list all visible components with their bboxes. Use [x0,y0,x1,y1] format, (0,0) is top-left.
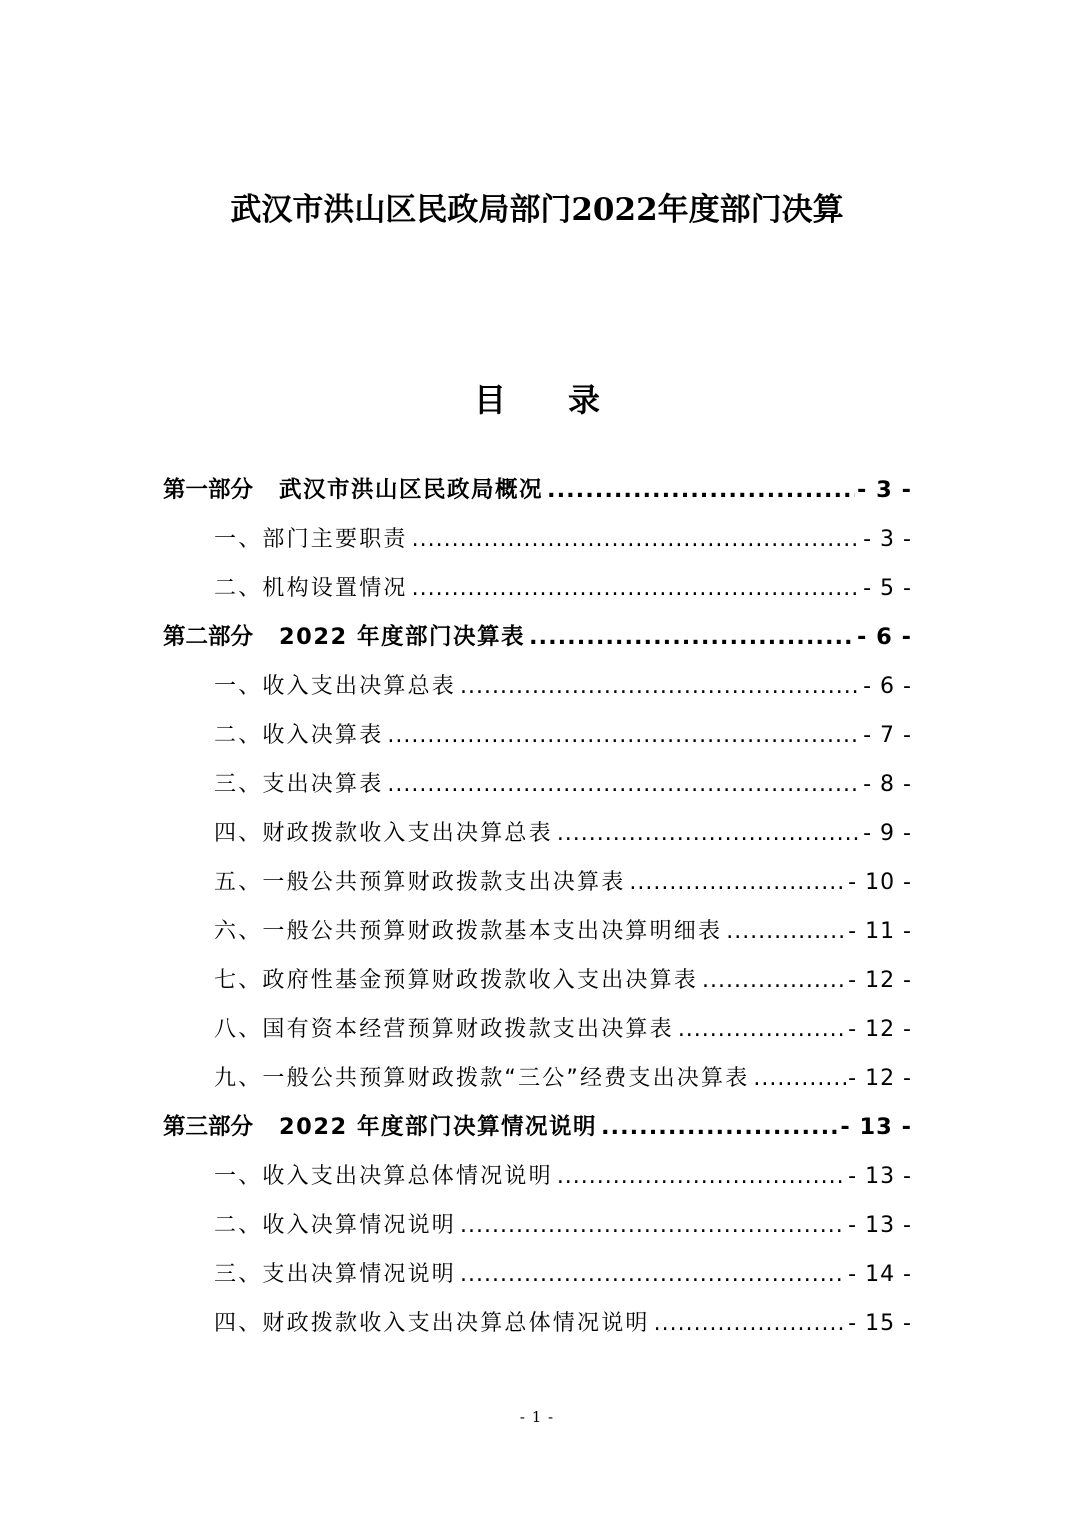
toc-leader-dots [629,858,846,907]
toc-part-name: 第一部分 [163,477,254,503]
toc-page-number: - 6 - [863,674,912,699]
toc-item-label: 九、一般公共预算财政拨款“三公”经费支出决算表 [214,1066,750,1091]
toc-page-number: - 3 - [857,477,912,503]
toc-item-label: 一、收入支出决算总体情况说明 [214,1164,553,1189]
toc-item-label: 二、机构设置情况 [214,576,408,601]
toc-leader-dots [601,1103,838,1152]
toc-item[interactable] [214,515,912,564]
toc-item[interactable] [214,1152,912,1201]
toc-heading-left: 目 [473,381,506,419]
toc-page-number: - 12 - [848,1066,912,1091]
toc-page-number: - 10 - [848,870,912,895]
toc-item-label: 一、部门主要职责 [214,527,408,552]
toc-page-number: - 15 - [848,1311,912,1336]
toc-leader-dots [387,760,861,809]
toc-item-label: 三、支出决算情况说明 [214,1262,457,1287]
toc-item-label: 三、支出决算表 [214,772,384,797]
toc-leader-dots [412,515,862,564]
toc-item-label: 一、收入支出决算总表 [214,674,457,699]
toc-page-number: - 6 - [857,624,912,650]
toc-page-number: - 14 - [848,1262,912,1287]
toc-item-label: 八、国有资本经营预算财政拨款支出决算表 [214,1017,674,1042]
toc-leader-dots [529,613,855,662]
toc-item[interactable] [214,956,912,1005]
toc-leader-dots [460,1201,846,1250]
toc-item[interactable] [214,809,912,858]
toc-leader-dots [547,466,855,515]
toc-part-3[interactable] [163,1103,912,1152]
toc-part-title: 2022 年度部门决算情况说明 [279,1114,597,1140]
toc-page-number: - 5 - [863,576,912,601]
toc-item[interactable] [214,564,912,613]
toc-item[interactable] [214,662,912,711]
toc-part-name: 第二部分 [163,624,254,650]
toc-leader-dots [654,1299,847,1348]
toc-item-label: 六、一般公共预算财政拨款基本支出决算明细表 [214,919,723,944]
toc-leader-dots [678,1005,846,1054]
toc-heading-right: 录 [568,381,601,419]
page-footer-number: - 1 - [519,1408,555,1426]
toc-page-number: - 13 - [848,1213,912,1238]
toc-part-name: 第三部分 [163,1114,254,1140]
toc-leader-dots [460,662,861,711]
toc-item-label: 四、财政拨款收入支出决算总体情况说明 [214,1311,650,1336]
toc-page-number: - 9 - [863,821,912,846]
toc-item-label: 五、一般公共预算财政拨款支出决算表 [214,870,626,895]
toc-item[interactable] [214,858,912,907]
toc-leader-dots [557,809,861,858]
toc-item-label: 二、收入决算情况说明 [214,1213,457,1238]
toc-item-label: 四、财政拨款收入支出决算总表 [214,821,553,846]
toc-item[interactable] [214,1201,912,1250]
toc-leader-dots [753,1054,846,1103]
toc-page-number: - 13 - [840,1114,912,1140]
toc-part-title: 2022 年度部门决算表 [279,624,525,650]
toc-page-number: - 7 - [863,723,912,748]
toc-page-number: - 13 - [848,1164,912,1189]
toc-leader-dots [726,907,846,956]
toc-page-number: - 12 - [848,968,912,993]
toc-heading [0,378,1074,422]
toc-item[interactable] [214,1299,912,1348]
toc-item-label: 七、政府性基金预算财政拨款收入支出决算表 [214,968,699,993]
toc-leader-dots [387,711,861,760]
toc-page-number: - 11 - [848,919,912,944]
toc-item[interactable] [214,907,912,956]
toc-part-2[interactable] [163,613,912,662]
toc-page-number: - 12 - [848,1017,912,1042]
toc-page-number: - 8 - [863,772,912,797]
toc-item[interactable] [214,1250,912,1299]
toc-item[interactable] [214,1005,912,1054]
document-title: 武汉市洪山区民政局部门2022年度部门决算 [230,192,844,228]
toc-leader-dots [702,956,846,1005]
toc-page-number: - 3 - [863,527,912,552]
toc-item[interactable] [214,711,912,760]
toc-item-label: 二、收入决算表 [214,723,384,748]
toc-leader-dots [460,1250,846,1299]
toc-item[interactable] [214,1054,912,1103]
toc-part-1[interactable] [163,466,912,515]
toc-leader-dots [412,564,862,613]
toc-leader-dots [557,1152,846,1201]
toc-item[interactable] [214,760,912,809]
toc-part-title: 武汉市洪山区民政局概况 [279,477,544,503]
